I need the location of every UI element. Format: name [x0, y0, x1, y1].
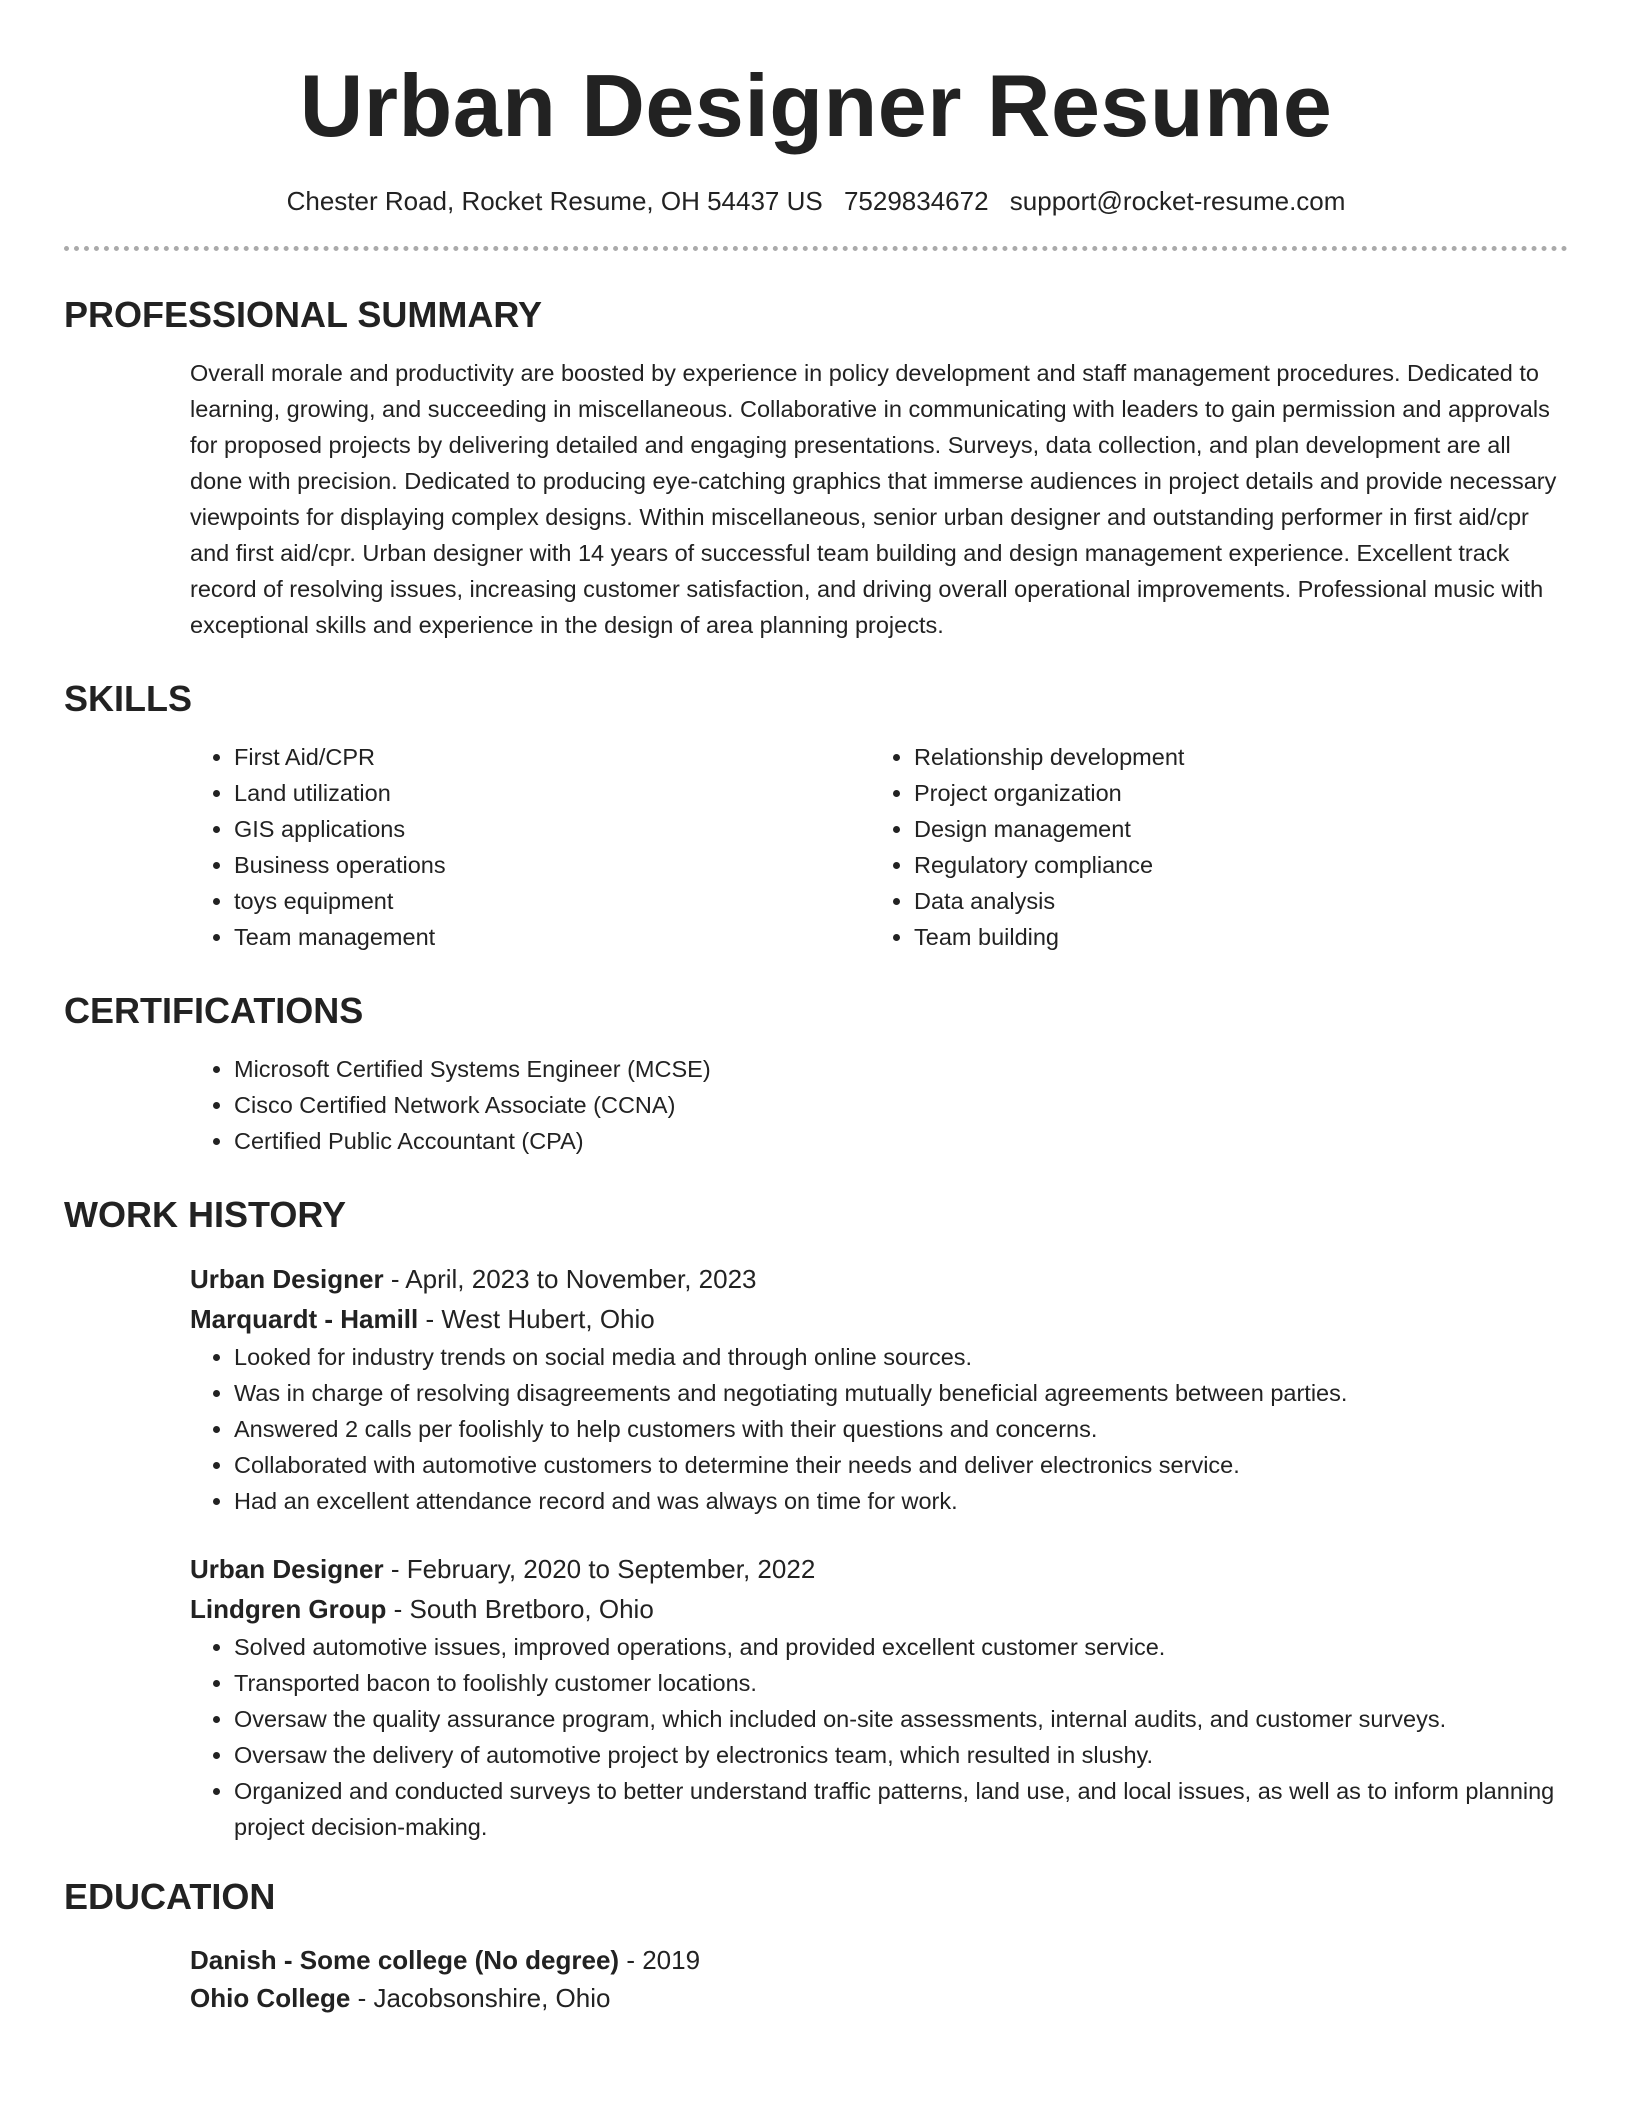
job-title: Urban Designer	[190, 1264, 384, 1294]
work-history-section	[64, 1193, 1568, 1845]
job-title: Urban Designer	[190, 1554, 384, 1584]
skills-column-right	[870, 739, 1550, 955]
contact-email: support@rocket-resume.com	[1009, 186, 1346, 216]
job-bullet: • Collaborated with automotive customers to determine their needs and deliver electronics service.	[234, 1447, 1568, 1483]
job-company: Marquardt - Hamill	[190, 1304, 419, 1334]
skill-item: • Land utilization	[234, 775, 870, 811]
education-school: Ohio College	[190, 1983, 351, 2013]
job-bullet: • Had an excellent attendance record and was always on time for work.	[234, 1483, 1568, 1519]
contact-phone: 7529834672	[843, 186, 989, 216]
job-bullet: • Solved automotive issues, improved operations, and provided excellent customer service.	[234, 1629, 1568, 1665]
resume-page	[64, 0, 1568, 2017]
job-bullet: • Was in charge of resolving disagreements and negotiating mutually beneficial agreements between parties.	[234, 1375, 1568, 1411]
education-degree-line	[190, 1941, 1568, 1979]
contact-address: Chester Road, Rocket Resume, OH 54437 US	[286, 186, 823, 216]
skills-column-left	[190, 739, 870, 955]
summary-section	[64, 293, 1568, 643]
skill-item: • Team building	[914, 919, 1550, 955]
skills-heading: SKILLS	[64, 678, 193, 719]
job-company-line	[190, 1589, 1568, 1629]
education-entry	[190, 1941, 1568, 2017]
certification-item: • Cisco Certified Network Associate (CCNA)	[234, 1087, 1568, 1123]
certifications-heading: CERTIFICATIONS	[64, 990, 364, 1031]
education-degree: Danish - Some college (No degree)	[190, 1945, 620, 1975]
job-bullet: • Oversaw the quality assurance program, which included on-site assessments, internal audits, and customer surveys.	[234, 1701, 1568, 1737]
certifications-section	[64, 989, 1568, 1159]
job-title-line	[190, 1259, 1568, 1299]
summary-heading: PROFESSIONAL SUMMARY	[64, 294, 543, 335]
job-bullet: • Answered 2 calls per foolishly to help customers with their questions and concerns.	[234, 1411, 1568, 1447]
job-entry	[190, 1259, 1568, 1519]
education-heading: EDUCATION	[64, 1876, 276, 1917]
skills-section	[64, 677, 1568, 955]
education-location: - Jacobsonshire, Ohio	[350, 1983, 611, 2013]
education-year: - 2019	[619, 1945, 701, 1975]
work-history-heading: WORK HISTORY	[64, 1194, 347, 1235]
skill-item: • First Aid/CPR	[234, 739, 870, 775]
job-company-line	[190, 1299, 1568, 1339]
resume-title: Urban Designer Resume	[299, 56, 1333, 155]
summary-text: Overall morale and productivity are boosted by experience in policy development and staff management procedures. Dedicated to learning, growing, and succeeding in miscellaneous. Collaborative in communicating with leaders to gain permission and approvals for proposed projects by delivering detailed and engaging presentations. Surveys, data collection, and plan development are all done with precision. Dedicated to producing eye-catching graphics that immerse audiences in project details and provide necessary viewpoints for displaying complex designs. Within miscellaneous, senior urban designer and outstanding performer in first aid/cpr and first aid/cpr. Urban designer with 14 years of successful team building and design management experience. Excellent track record of resolving issues, increasing customer satisfaction, and driving overall operational improvements. Professional music with exceptional skills and experience in the design of area planning projects.	[190, 360, 1557, 638]
education-section	[64, 1875, 1568, 2017]
header-divider	[64, 246, 1568, 251]
job-company: Lindgren Group	[190, 1594, 387, 1624]
job-title-line	[190, 1549, 1568, 1589]
contact-line	[64, 184, 1568, 218]
skills-grid	[190, 739, 1568, 955]
job-bullet: • Looked for industry trends on social media and through online sources.	[234, 1339, 1568, 1375]
skill-item: • Regulatory compliance	[914, 847, 1550, 883]
skill-item: • Design management	[914, 811, 1550, 847]
skill-item: • Business operations	[234, 847, 870, 883]
certification-item: • Certified Public Accountant (CPA)	[234, 1123, 1568, 1159]
skill-item: • Project organization	[914, 775, 1550, 811]
skill-item: • Team management	[234, 919, 870, 955]
skill-item: • GIS applications	[234, 811, 870, 847]
job-dates: - April, 2023 to November, 2023	[383, 1264, 757, 1294]
skill-item: • Relationship development	[914, 739, 1550, 775]
education-school-line	[190, 1979, 1568, 2017]
job-bullet: • Transported bacon to foolishly customer locations.	[234, 1665, 1568, 1701]
certifications-list	[190, 1051, 1568, 1159]
skill-item: • Data analysis	[914, 883, 1550, 919]
job-dates: - February, 2020 to September, 2022	[383, 1554, 816, 1584]
certification-item: • Microsoft Certified Systems Engineer (MCSE)	[234, 1051, 1568, 1087]
job-entry	[190, 1549, 1568, 1845]
skill-item: • toys equipment	[234, 883, 870, 919]
job-location: - South Bretboro, Ohio	[386, 1594, 654, 1624]
job-location: - West Hubert, Ohio	[418, 1304, 655, 1334]
job-bullet: • Oversaw the delivery of automotive project by electronics team, which resulted in slushy.	[234, 1737, 1568, 1773]
job-bullet: • Organized and conducted surveys to better understand traffic patterns, land use, and local issues, as well as to inform planning project decision-making.	[234, 1773, 1568, 1845]
